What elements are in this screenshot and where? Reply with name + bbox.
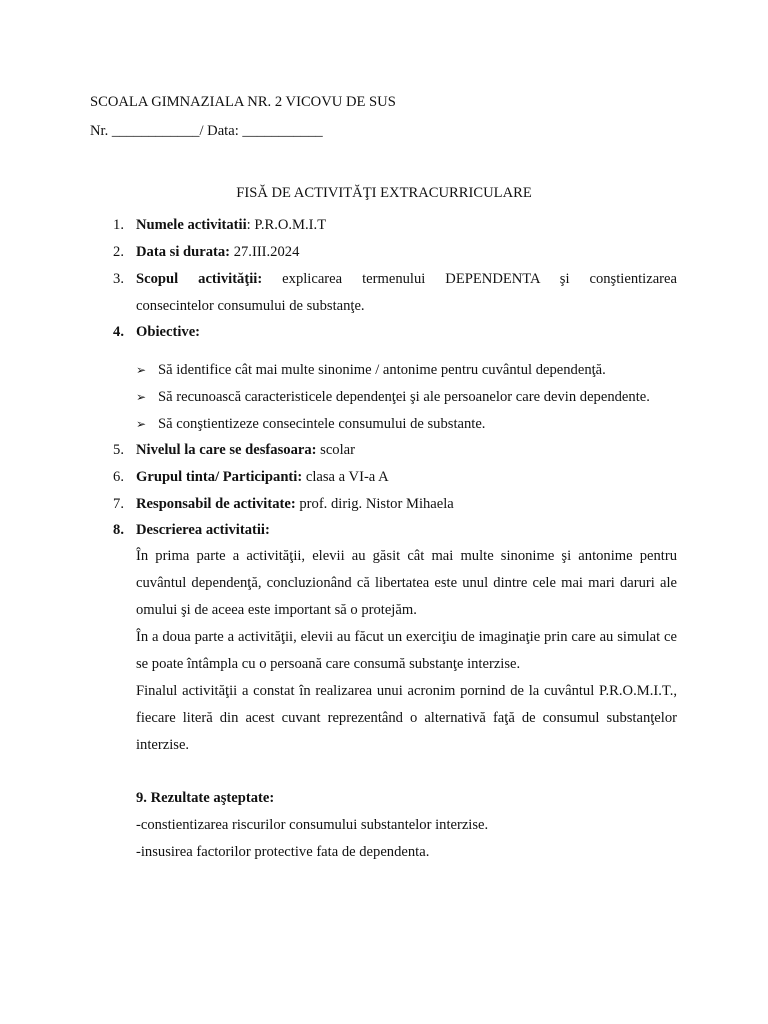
- item-number-7: 7.: [113, 496, 124, 512]
- document-title: FISĂ DE ACTIVITĂŢI EXTRACURRICULARE: [236, 185, 532, 201]
- item-value: 27.III.2024: [230, 244, 300, 260]
- item-number-3: 3.: [113, 271, 124, 287]
- item-number-2: 2.: [113, 244, 124, 260]
- description-paragraph: În prima parte a activităţii, elevii au găsit cât mai multe sinonime şi antonime pentru cuvântul dependenţă, concluzionând că libertatea este unul dintre cele mai mari daruri ale omului şi de aceea este important să o protejăm.: [136, 548, 677, 618]
- item-value: explicarea termenului DEPENDENTA şi conştientizarea: [262, 271, 677, 287]
- item-number-8: 8.: [113, 522, 124, 538]
- results-line: -insusirea factorilor protective fata de dependenta.: [136, 844, 430, 860]
- item-target-group: [136, 468, 677, 486]
- objective-item: Să conştientizeze consecintele consumului de substante.: [158, 416, 486, 432]
- item-number-6: 6.: [113, 469, 124, 485]
- arrow-bullet-icon: ➢: [136, 363, 147, 377]
- arrow-bullet-icon: ➢: [136, 390, 147, 404]
- item-purpose-line2: consecintelor consumului de substanţe.: [136, 298, 365, 314]
- item-label: Scopul activităţii:: [136, 271, 263, 287]
- item-label: Obiective:: [136, 324, 201, 340]
- objective-item: Să recunoască caracteristicele dependenţei şi ale persoanelor care devin dependente.: [158, 389, 650, 405]
- description-paragraph: În a doua parte a activităţii, elevii au făcut un exerciţiu de imaginaţie prin care au simulat ce se poate întâmpla cu o persoană care consumă substanţe interzise.: [136, 629, 677, 672]
- item-value: : P.R.O.M.I.T: [246, 217, 327, 233]
- item-number-4: 4.: [113, 324, 124, 340]
- item-level: [136, 441, 677, 459]
- item-objectives-heading: [136, 323, 677, 341]
- item-label: Responsabil de activitate:: [136, 496, 296, 512]
- results-line: -constientizarea riscurilor consumului substantelor interzise.: [136, 817, 489, 833]
- item-label: Descrierea activitatii:: [136, 522, 270, 538]
- item-responsible: [136, 495, 677, 513]
- item-date-duration: [136, 243, 677, 261]
- objective-item: Să identifice cât mai multe sinonime / antonime pentru cuvântul dependenţă.: [158, 362, 606, 378]
- item-label: Numele activitatii: [136, 217, 247, 233]
- item-number-1: 1.: [113, 217, 124, 233]
- arrow-bullet-icon: ➢: [136, 417, 147, 431]
- results-heading: 9. Rezultate aşteptate:: [136, 790, 275, 806]
- item-value: scolar: [316, 442, 355, 458]
- item-label: Grupul tinta/ Participanti:: [136, 469, 303, 485]
- item-purpose-line1: [136, 270, 677, 288]
- item-value: prof. dirig. Nistor Mihaela: [295, 496, 454, 512]
- item-activity-name: [136, 216, 677, 234]
- item-label: Nivelul la care se desfasoara:: [136, 442, 317, 458]
- item-label: Data si durata:: [136, 244, 231, 260]
- item-description-heading: [136, 521, 677, 539]
- description-paragraph: Finalul activităţii a constat în realizarea unui acronim pornind de la cuvântul P.R.O.M.I.T., fiecare literă din acest cuvant reprezentând o alternativă faţă de consumul substanţelor interzise.: [136, 683, 677, 753]
- item-value: clasa a VI-a A: [302, 469, 389, 485]
- school-name: SCOALA GIMNAZIALA NR. 2 VICOVU DE SUS: [90, 94, 396, 110]
- registration-number-date-line: Nr. ____________/ Data: ___________: [90, 123, 323, 139]
- item-number-5: 5.: [113, 442, 124, 458]
